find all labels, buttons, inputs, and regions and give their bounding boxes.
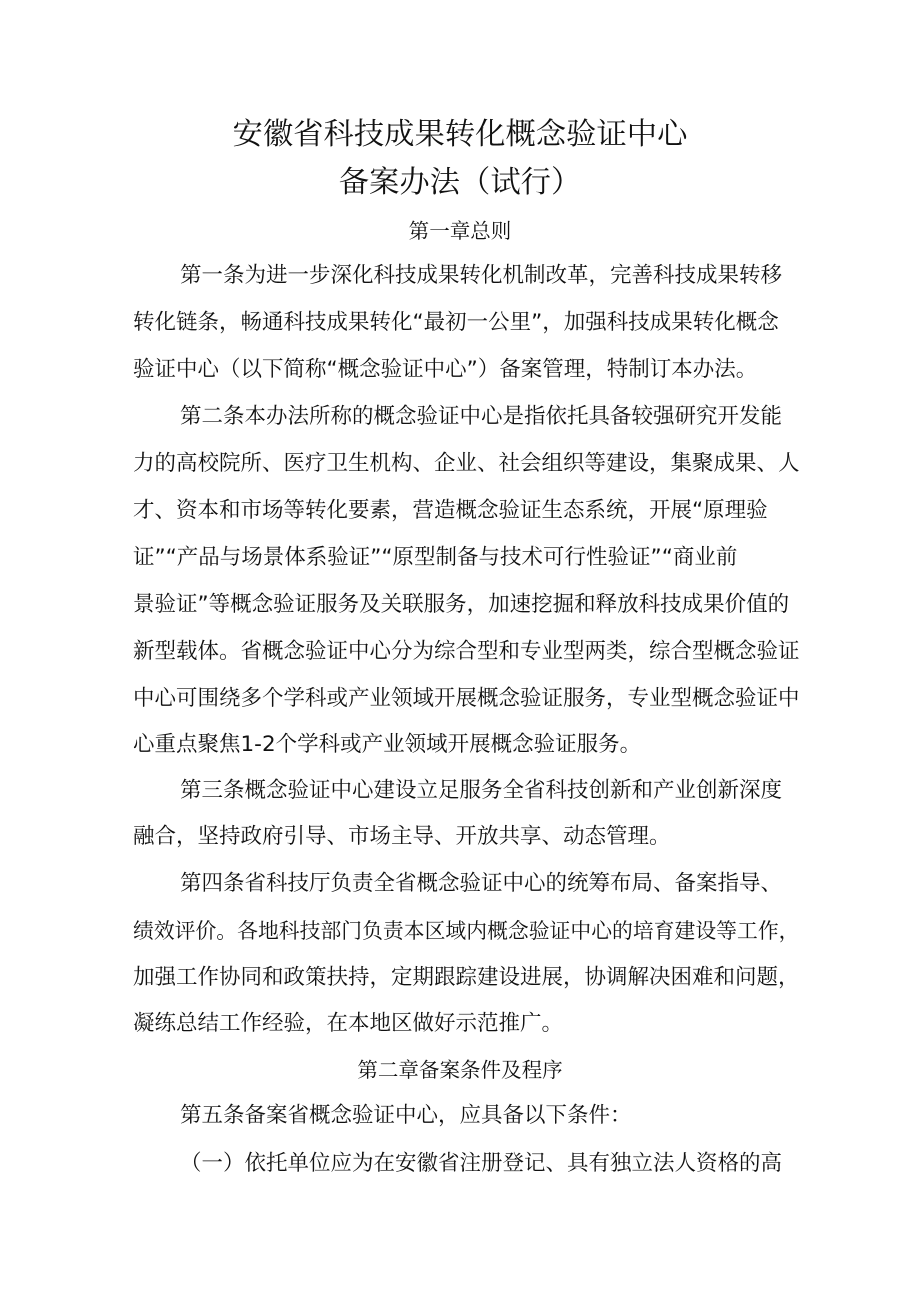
article-2-line-1: 第二条本办法所称的概念验证中心是指依托具备较强研究开发能 bbox=[180, 404, 783, 429]
document-title-line-1: 安徽省科技成果转化概念验证中心 bbox=[232, 117, 688, 152]
article-2-line-2: 力的高校院所、医疗卫生机构、企业、社会组织等建设，集聚成果、人 bbox=[133, 451, 800, 476]
article-5-line-1: 第五条备案省概念验证中心，应具备以下条件： bbox=[180, 1103, 632, 1128]
article-1-line-2: 转化链条，畅通科技成果转化“最初一公里”，加强科技成果转化概念 bbox=[133, 310, 779, 335]
article-1-line-1: 第一条为进一步深化科技成果转化机制改革，完善科技成果转移 bbox=[180, 263, 783, 288]
article-3-line-2: 融合，坚持政府引导、市场主导、开放共享、动态管理。 bbox=[133, 824, 671, 849]
article-2-line-8: 心重点聚焦1-2个学科或产业领域开展概念验证服务。 bbox=[133, 732, 642, 757]
article-2-line-6: 新型载体。省概念验证中心分为综合型和专业型两类，综合型概念验证 bbox=[133, 639, 800, 664]
article-3-line-1: 第三条概念验证中心建设立足服务全省科技创新和产业创新深度 bbox=[180, 778, 783, 803]
article-4-line-3: 加强工作协同和政策扶持，定期跟踪建设进展，协调解决困难和问题， bbox=[133, 965, 800, 990]
article-2-line-7: 中心可围绕多个学科或产业领域开展概念验证服务，专业型概念验证中 bbox=[133, 686, 800, 711]
document-title-line-2: 备案办法（试行） bbox=[338, 165, 582, 200]
article-1-line-3: 验证中心（以下简称“概念验证中心”）备案管理，特制订本办法。 bbox=[133, 357, 758, 382]
article-4-line-1: 第四条省科技厅负责全省概念验证中心的统筹布局、备案指导、 bbox=[180, 871, 783, 896]
article-4-line-4: 凝练总结工作经验，在本地区做好示范推广。 bbox=[133, 1011, 564, 1036]
chapter-1-heading: 第一章总则 bbox=[408, 219, 512, 243]
article-2-line-4: 证”“产品与场景体系验证”“原型制备与技术可行性验证”“商业前 bbox=[133, 545, 738, 570]
chapter-2-heading: 第二章备案条件及程序 bbox=[357, 1058, 563, 1082]
article-4-line-2: 绩效评价。各地科技部门负责本区域内概念验证中心的培育建设等工作， bbox=[133, 919, 800, 943]
article-2-line-5: 景验证”等概念验证服务及关联服务，加速挖掘和释放科技成果价值的 bbox=[133, 592, 790, 617]
article-5-item-1: （一）依托单位应为在安徽省注册登记、具有独立法人资格的高 bbox=[180, 1151, 783, 1176]
article-2-line-3: 才、资本和市场等转化要素，营造概念验证生态系统，开展“原理验 bbox=[133, 498, 768, 523]
